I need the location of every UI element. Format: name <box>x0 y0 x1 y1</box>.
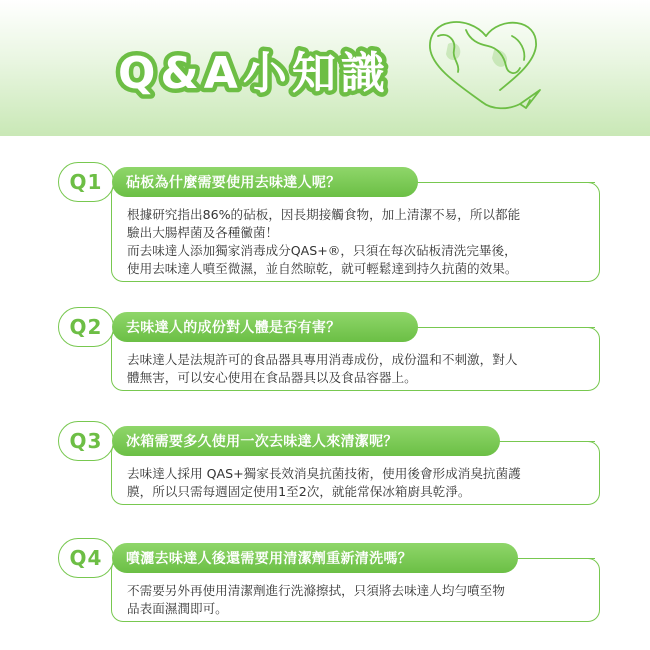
heart-globe-paper-plane-icon <box>408 6 558 126</box>
answer-line: 去味達人採用 QAS+獨家長效消臭抗菌技術，使用後會形成消臭抗菌護 <box>127 466 521 481</box>
question-badge: Q1 <box>58 162 114 202</box>
answer-line: 而去味達人添加獨家消毒成分QAS+®，只須在每次砧板清洗完畢後， <box>127 243 517 258</box>
header-banner <box>0 0 650 136</box>
card-top-line <box>420 182 595 183</box>
page-title <box>108 30 408 110</box>
question-title: 噴灑去味達人後還需要用清潔劑重新清洗嗎？ <box>112 543 518 573</box>
answer-line: 不需要另外再使用清潔劑進行洗滌擦拭，只須將去味達人均勻噴至物 <box>127 583 505 598</box>
answer-line: 去味達人是法規許可的食品器具專用消毒成份，成份溫和不刺激，對人 <box>127 352 518 367</box>
question-title: 去味達人的成份對人體是否有害？ <box>112 312 418 342</box>
answer-line: 膜，所以只需每週固定使用1至2次，就能常保冰箱廚具乾淨。 <box>127 484 471 499</box>
question-badge: Q4 <box>58 538 114 578</box>
answer-line: 使用去味達人噴至微濕，並自然晾乾，就可輕鬆達到持久抗菌的效果。 <box>127 261 518 276</box>
answer-line: 驗出大腸桿菌及各種黴菌！ <box>127 225 279 240</box>
answer-line: 根據研究指出86%的砧板，因長期接觸食物，加上清潔不易，所以都能 <box>127 207 521 222</box>
question-title: 砧板為什麼需要使用去味達人呢？ <box>112 167 418 197</box>
page-title-text: Q&A小知識 <box>118 48 390 99</box>
answer-text <box>127 582 592 618</box>
question-badge: Q3 <box>58 421 114 461</box>
answer-line: 體無害，可以安心使用在食品器具以及食品容器上。 <box>127 370 417 385</box>
answer-text <box>127 206 592 278</box>
card-top-line <box>520 558 595 559</box>
question-title: 冰箱需要多久使用一次去味達人來清潔呢？ <box>112 426 500 456</box>
answer-line: 品表面濕潤即可。 <box>127 601 228 616</box>
card-top-line <box>420 327 595 328</box>
question-badge: Q2 <box>58 307 114 347</box>
answer-text <box>127 351 592 387</box>
card-top-line <box>500 441 595 442</box>
answer-text <box>127 465 592 501</box>
